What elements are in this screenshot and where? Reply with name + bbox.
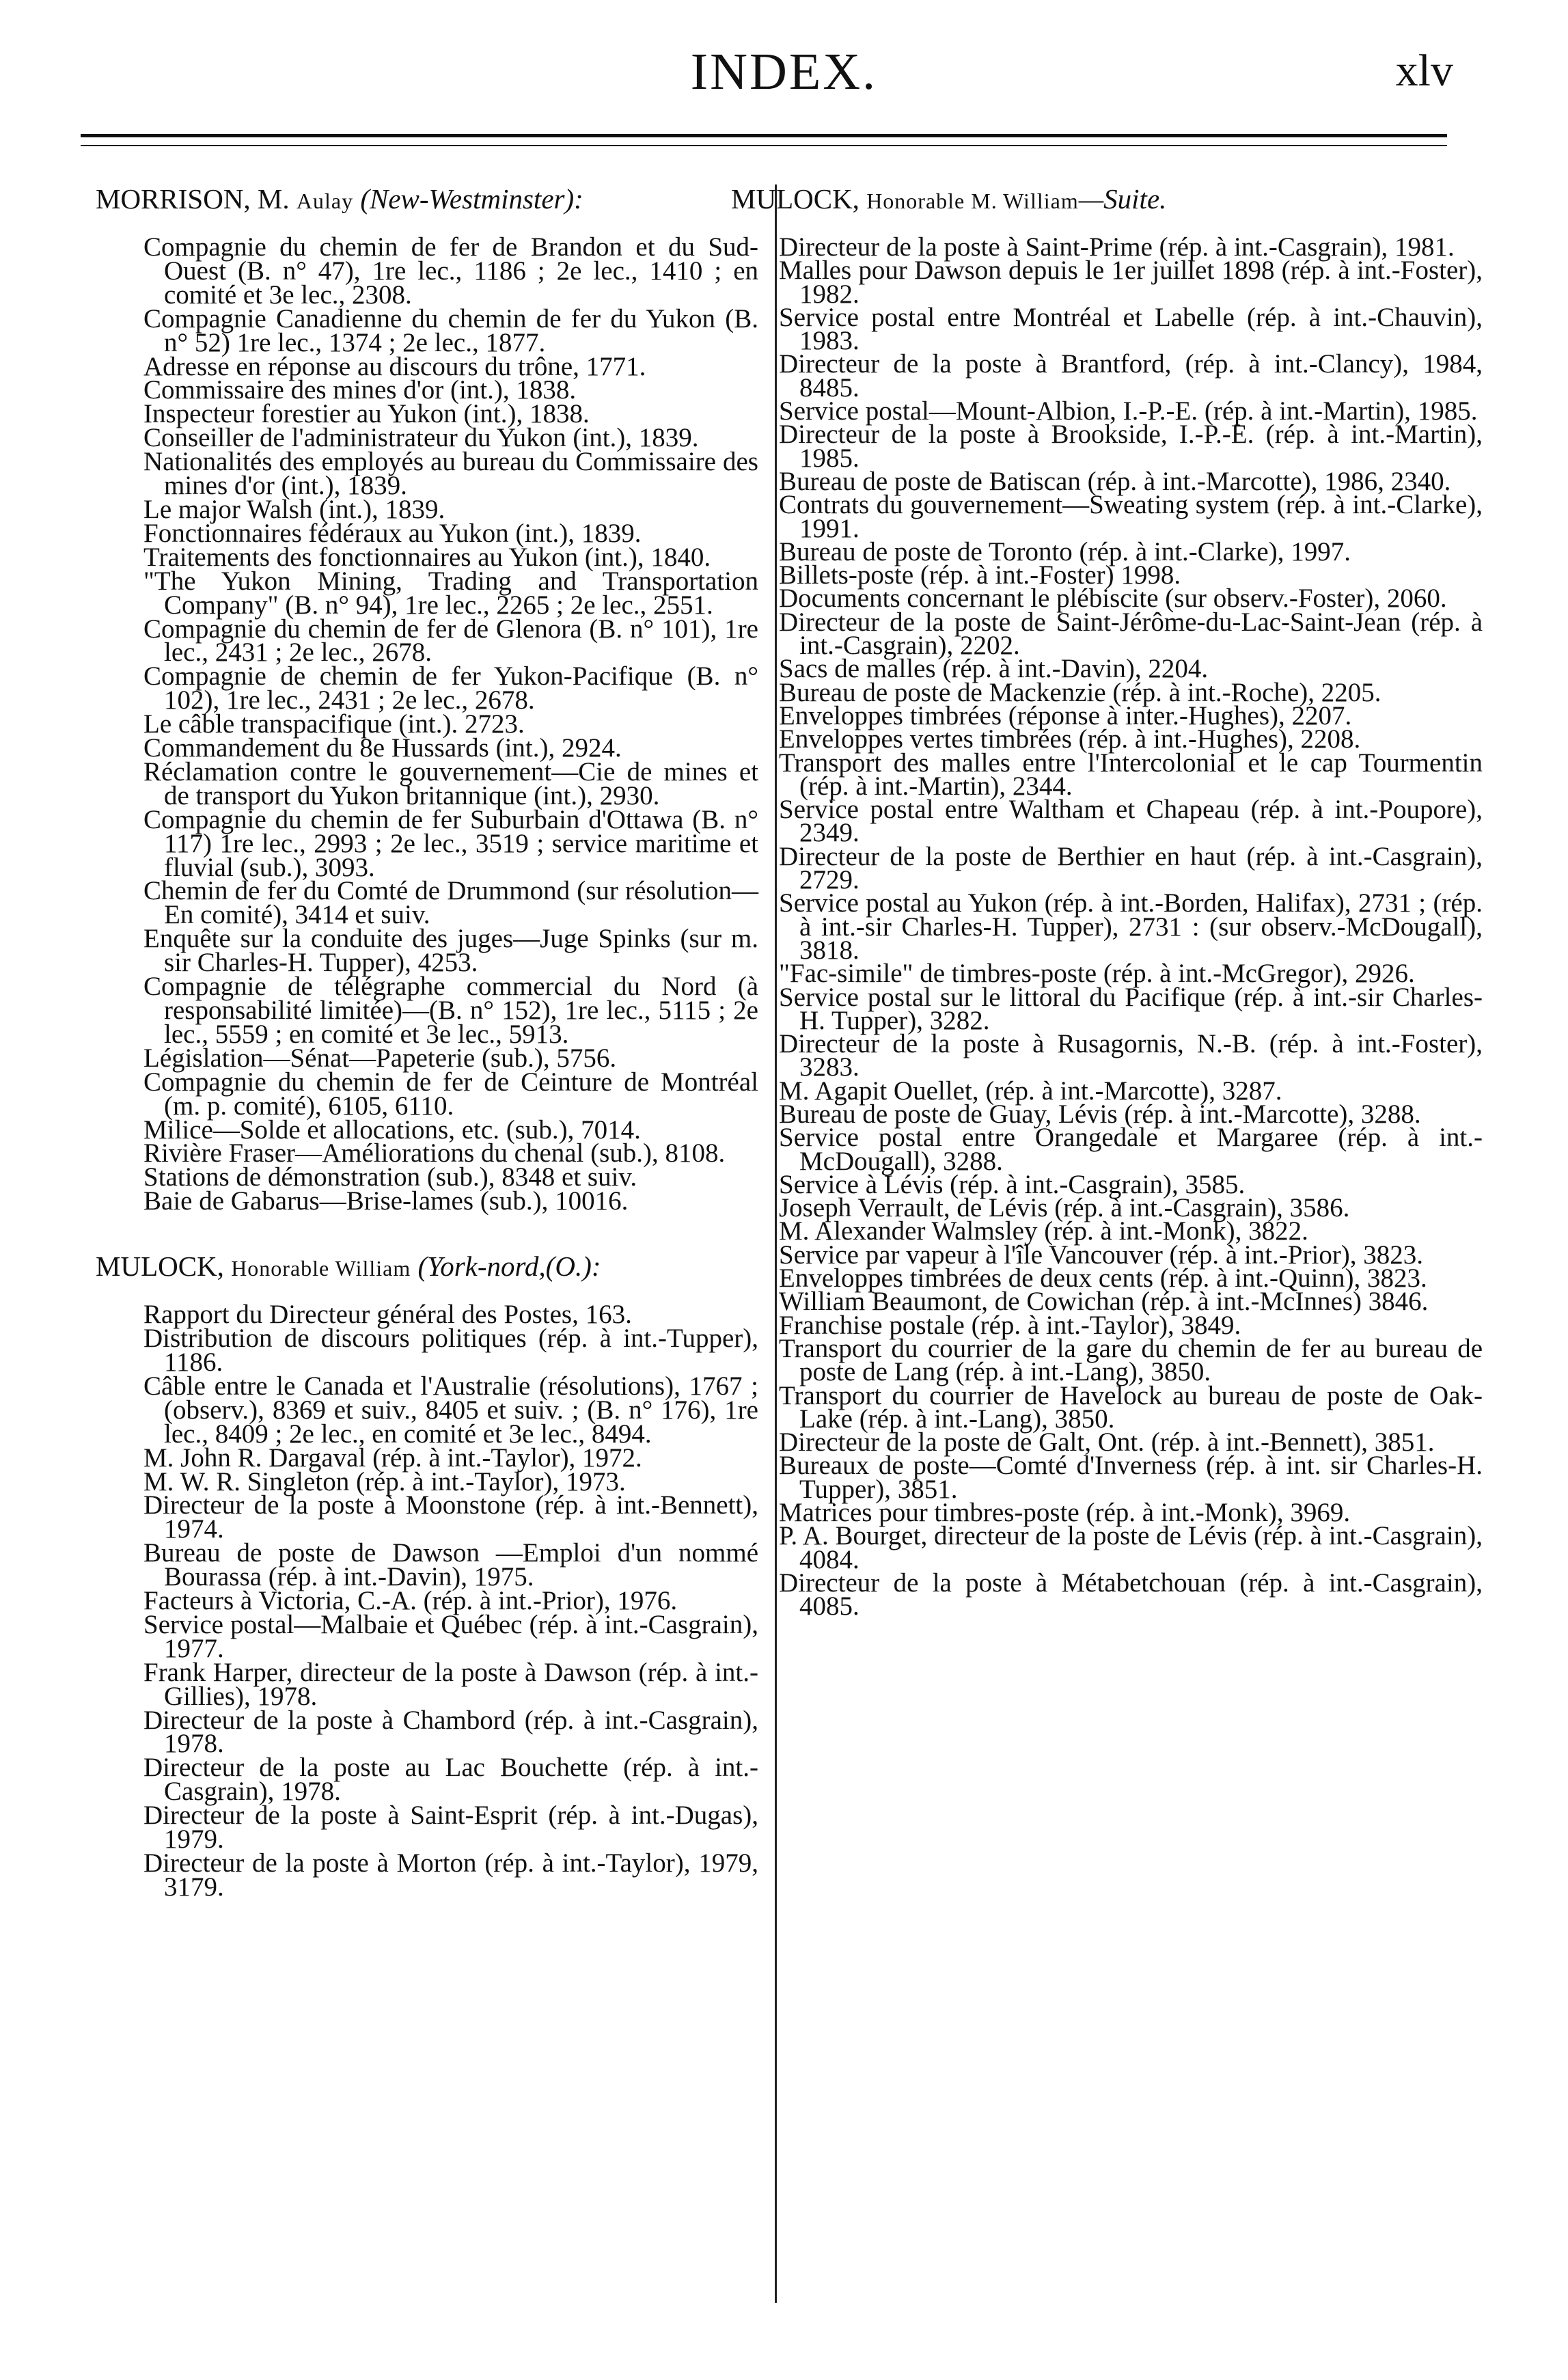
index-entry: Franchise postale (rép. à int.-Taylor), 3849.	[779, 1310, 1241, 1340]
index-entry: Enveloppes timbrées (réponse à inter.-Hughes), 2207.	[779, 700, 1352, 730]
index-entry: Service postal—Malbaie et Québec (rép. à int.-Casgrain), 1977.	[143, 1609, 758, 1663]
index-entry: Rapport du Directeur général des Postes, 163.	[143, 1300, 632, 1330]
index-entry: Bureau de poste de Dawson —Emploi d'un nommé Bourassa (rép. à int.-Davin), 1975.	[143, 1538, 758, 1592]
index-entry: Joseph Verrault, de Lévis (rép. à int.-Casgrain), 3586.	[779, 1193, 1350, 1223]
index-entry: Bureau de poste de Mackenzie (rép. à int.-Roche), 2205.	[779, 677, 1381, 707]
heading-name: MULOCK,	[96, 1250, 232, 1283]
heading-name: MORRISON, M.	[96, 183, 297, 215]
index-entry: Nationalités des employés au bureau du Commissaire des mines d'or (int.), 1839.	[143, 447, 758, 501]
page-number: xlv	[1395, 46, 1453, 96]
heading-name-smallcaps: Aulay	[296, 189, 354, 213]
index-entry: Fonctionnaires fédéraux au Yukon (int.), 1839.	[143, 518, 642, 548]
index-entry: Réclamation contre le gouvernement—Cie de mines et de transport du Yukon britannique (int.), 2930.	[143, 756, 758, 810]
heading-riding: (New-Westminster):	[353, 183, 583, 215]
index-entry: Service postal sur le littoral du Pacifique (rép. à int.-sir Charles-H. Tupper), 3282.	[779, 982, 1483, 1035]
index-entry: Transport du courrier de Havelock au bureau de poste de Oak-Lake (rép. à int.-Lang), 3850.	[779, 1380, 1483, 1434]
index-entry: Adresse en réponse au discours du trône, 1771.	[143, 351, 646, 381]
index-entry: Compagnie du chemin de fer de Glenora (B. n° 101), 1re lec., 2431 ; 2e lec., 2678.	[143, 614, 758, 668]
index-entry: Enveloppes timbrées de deux cents (rép. à int.-Quinn), 3823.	[779, 1263, 1427, 1294]
entry-list-mulock	[143, 1300, 758, 1902]
heading-riding: —Suite.	[1078, 183, 1167, 215]
index-entry: Directeur de la poste à Chambord (rép. à int.-Casgrain), 1978.	[143, 1705, 758, 1759]
index-entry: Enquête sur la conduite des juges—Juge Spinks (sur m. sir Charles-H. Tupper), 4253.	[143, 924, 758, 978]
index-entry: Service postal—Mount-Albion, I.-P.-E. (rép. à int.-Martin), 1985.	[779, 396, 1478, 426]
index-entry: Inspecteur forestier au Yukon (int.), 1838.	[143, 399, 590, 429]
column-divider	[775, 184, 777, 2303]
index-entry: M. Alexander Walmsley (rép. à int.-Monk), 3822.	[779, 1216, 1308, 1246]
index-entry: Traitements des fonctionnaires au Yukon (int.), 1840.	[143, 542, 711, 572]
right-column	[731, 183, 1483, 1622]
index-entry: Service postal au Yukon (rép. à int.-Borden, Halifax), 2731 ; (rép. à int.-sir Charles-H. Tupper), 2731 : (sur observ.-McDougall), 3818.	[779, 888, 1483, 965]
index-entry: Directeur de la poste au Lac Bouchette (rép. à int.-Casgrain), 1978.	[143, 1753, 758, 1807]
entry-heading-mulock-suite	[731, 183, 1483, 217]
index-entry: Bureau de poste de Guay, Lévis (rép. à int.-Marcotte), 3288.	[779, 1099, 1421, 1129]
index-entry: Compagnie Canadienne du chemin de fer du Yukon (B. n° 52) 1re lec., 1374 ; 2e lec., 1877.	[143, 303, 758, 357]
index-entry: Directeur de la poste de Berthier en haut (rép. à int.-Casgrain), 2729.	[779, 841, 1483, 895]
index-entry: Le major Walsh (int.), 1839.	[143, 494, 445, 524]
entry-heading-mulock	[96, 1250, 758, 1284]
index-entry: Câble entre le Canada et l'Australie (résolutions), 1767 ; (observ.), 8369 et suiv., 8405 et suiv. ; (B. n° 176), 1re lec., 8409 ; 2e lec., en comité et 3e lec., 8494.	[143, 1371, 758, 1449]
index-entry: Compagnie du chemin de fer de Brandon et du Sud-Ouest (B. n° 47), 1re lec., 1186 ; 2e lec., 1410 ; en comité et 3e lec., 2308.	[143, 232, 758, 310]
index-entry: Service postal entre Montréal et Labelle (rép. à int.-Chauvin), 1983.	[779, 302, 1483, 356]
index-entry: P. A. Bourget, directeur de la poste de Lévis (rép. à int.-Casgrain), 4084.	[779, 1521, 1483, 1574]
index-entry: Frank Harper, directeur de la poste à Dawson (rép. à int.-Gillies), 1978.	[143, 1657, 758, 1711]
index-entry: Transport du courrier de la gare du chemin de fer au bureau de poste de Lang (rép. à int.-Lang), 3850.	[779, 1333, 1483, 1387]
header-rule-thin	[81, 145, 1447, 146]
index-entry: Compagnie du chemin de fer Suburbain d'Ottawa (B. n° 117) 1re lec., 2993 ; 2e lec., 3519 ; service maritime et fluvial (sub.), 3093.	[143, 804, 758, 882]
index-entry: Bureau de poste de Batiscan (rép. à int.-Marcotte), 1986, 2340.	[779, 466, 1451, 496]
index-entry: Contrats du gouvernement—Sweating system (rép. à int.-Clarke), 1991.	[779, 490, 1483, 543]
index-entry: Service postal entre Waltham et Chapeau (rép. à int.-Poupore), 2349.	[779, 795, 1483, 848]
index-entry: Conseiller de l'administrateur du Yukon (int.), 1839.	[143, 423, 699, 453]
heading-name-smallcaps: Honorable William	[231, 1256, 411, 1281]
entry-heading-morrison	[96, 183, 758, 217]
entry-list-morrison	[143, 232, 758, 1216]
index-entry: Législation—Sénat—Papeterie (sub.), 5756.	[143, 1043, 617, 1073]
index-entry: Stations de démonstration (sub.), 8348 et suiv.	[143, 1162, 637, 1192]
heading-name: MULOCK,	[731, 183, 867, 215]
index-entry: Baie de Gabarus—Brise-lames (sub.), 10016.	[143, 1186, 629, 1216]
index-entry: William Beaumont, de Cowichan (rép. à int.-McInnes) 3846.	[779, 1287, 1429, 1317]
index-entry: Directeur de la poste à Saint-Esprit (rép. à int.-Dugas), 1979.	[143, 1801, 758, 1855]
running-head	[0, 42, 1568, 118]
index-entry: Directeur de la poste à Brantford, (rép. à int.-Clancy), 1984, 8485.	[779, 349, 1483, 402]
index-entry: Service par vapeur à l'île Vancouver (rép. à int.-Prior), 3823.	[779, 1240, 1424, 1270]
index-entry: Directeur de la poste à Rusagornis, N.-B. (rép. à int.-Foster), 3283.	[779, 1029, 1483, 1082]
index-entry: Documents concernant le plébiscite (sur observ.-Foster), 2060.	[779, 584, 1447, 614]
index-entry: Directeur de la poste à Morton (rép. à int.-Taylor), 1979, 3179.	[143, 1848, 758, 1902]
index-entry: Directeur de la poste à Brookside, I.-P.-E. (rép. à int.-Martin), 1985.	[779, 420, 1483, 473]
index-entry: Compagnie du chemin de fer de Ceinture de Montréal (m. p. comité), 6105, 6110.	[143, 1067, 758, 1121]
index-entry: Directeur de la poste à Saint-Prime (rép. à int.-Casgrain), 1981.	[779, 232, 1455, 262]
index-entry: Rivière Fraser—Améliorations du chenal (sub.), 8108.	[143, 1138, 726, 1168]
entry-list-mulock-suite	[779, 232, 1483, 1622]
index-entry: "Fac-simile" de timbres-poste (rép. à int.-McGregor), 2926.	[779, 959, 1415, 989]
index-entry: Bureau de poste de Toronto (rép. à int.-Clarke), 1997.	[779, 536, 1351, 566]
index-entry: Facteurs à Victoria, C.-A. (rép. à int.-Prior), 1976.	[143, 1586, 678, 1616]
index-entry: M. W. R. Singleton (rép. à int.-Taylor), 1973.	[143, 1466, 626, 1496]
index-entry: M. Agapit Ouellet, (rép. à int.-Marcotte), 3287.	[779, 1076, 1282, 1106]
index-entry: Directeur de la poste de Saint-Jérôme-du-Lac-Saint-Jean (rép. à int.-Casgrain), 2202.	[779, 607, 1483, 661]
index-entry: Malles pour Dawson depuis le 1er juillet 1898 (rép. à int.-Foster), 1982.	[779, 256, 1483, 309]
index-entry: "The Yukon Mining, Trading and Transportation Company" (B. n° 94), 1re lec., 2265 ; 2e lec., 2551.	[143, 566, 758, 620]
index-entry: Directeur de la poste à Moonstone (rép. à int.-Bennett), 1974.	[143, 1490, 758, 1544]
index-entry: Compagnie de télégraphe commercial du Nord (à responsabilité limitée)—(B. n° 152), 1re lec., 5115 ; 2e lec., 5559 ; en comité et 3e lec., 5913.	[143, 972, 758, 1049]
index-entry: Matrices pour timbres-poste (rép. à int.-Monk), 3969.	[779, 1498, 1351, 1528]
header-rule-thick	[81, 134, 1447, 137]
index-entry: Milice—Solde et allocations, etc. (sub.), 7014.	[143, 1114, 641, 1145]
heading-riding: (York-nord,(O.):	[411, 1250, 601, 1283]
index-entry: Directeur de la poste à Métabetchouan (rép. à int.-Casgrain), 4085.	[779, 1568, 1483, 1622]
index-entry: Bureaux de poste—Comté d'Inverness (rép. à int. sir Charles-H. Tupper), 3851.	[779, 1451, 1483, 1504]
index-entry: Service postal entre Orangedale et Margaree (rép. à int.-McDougall), 3288.	[779, 1123, 1483, 1176]
index-entry: Distribution de discours politiques (rép. à int.-Tupper), 1186.	[143, 1324, 758, 1377]
index-entry: Commandement du 8e Hussards (int.), 2924.	[143, 733, 622, 763]
index-entry: Commissaire des mines d'or (int.), 1838.	[143, 375, 577, 405]
left-column	[96, 183, 758, 1902]
index-entry: Service à Lévis (rép. à int.-Casgrain), 3585.	[779, 1169, 1246, 1199]
index-entry: Le câble transpacifique (int.). 2723.	[143, 709, 525, 739]
index-entry: Sacs de malles (rép. à int.-Davin), 2204.	[779, 654, 1209, 684]
index-entry: Transport des malles entre l'Intercolonial et le cap Tourmentin (rép. à int.-Martin), 2344.	[779, 748, 1483, 801]
page-title: INDEX.	[690, 43, 878, 100]
index-entry: Chemin de fer du Comté de Drummond (sur résolution—En comité), 3414 et suiv.	[143, 876, 758, 930]
index-entry: Enveloppes vertes timbrées (rép. à int.-Hughes), 2208.	[779, 724, 1361, 754]
heading-name-smallcaps: Honorable M. William	[866, 189, 1079, 213]
index-entry: M. John R. Dargaval (rép. à int.-Taylor), 1972.	[143, 1442, 642, 1473]
index-entry: Billets-poste (rép. à int.-Foster) 1998.	[779, 560, 1181, 590]
index-entry: Directeur de la poste de Galt, Ont. (rép. à int.-Bennett), 3851.	[779, 1427, 1435, 1458]
index-entry: Compagnie de chemin de fer Yukon-Pacifique (B. n° 102), 1re lec., 2431 ; 2e lec., 2678.	[143, 661, 758, 715]
